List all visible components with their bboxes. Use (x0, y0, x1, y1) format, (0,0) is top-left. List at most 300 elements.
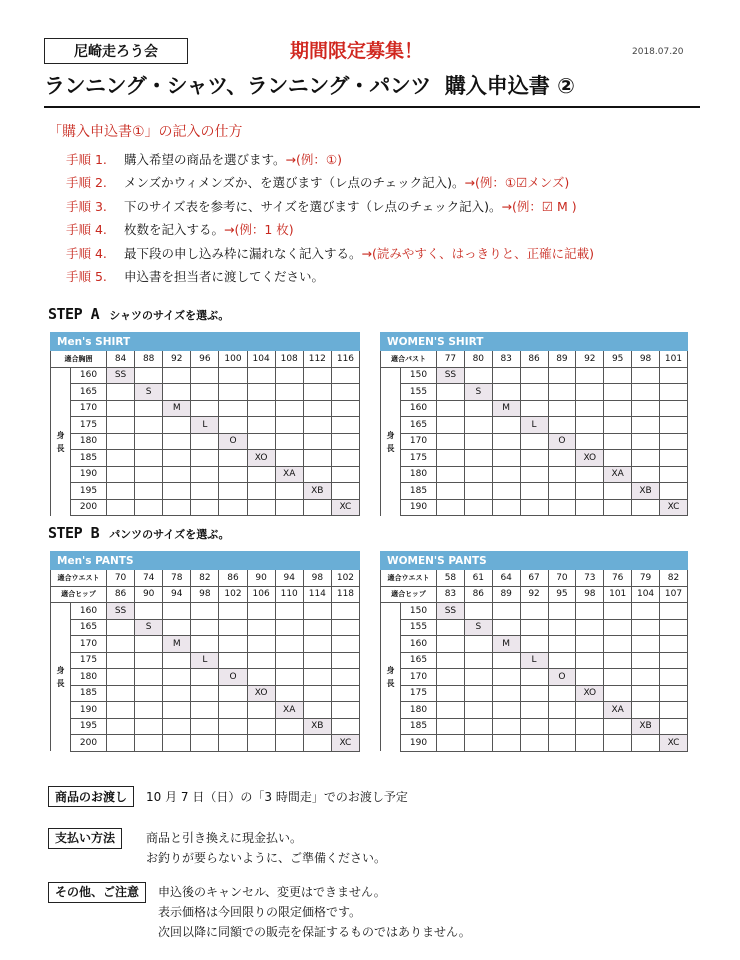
empty-cell (464, 466, 492, 483)
step-text: 最下段の申し込み枠に漏れなく記入する。 (124, 245, 362, 261)
empty-cell (464, 450, 492, 467)
size-cell: L (191, 652, 219, 669)
empty-cell (492, 499, 520, 516)
height-value: 160 (401, 400, 437, 417)
empty-cell (464, 685, 492, 702)
size-cell: SS (437, 367, 465, 384)
measurement-value: 98 (576, 586, 604, 603)
instruction-steps (66, 147, 594, 288)
empty-cell (604, 384, 632, 401)
empty-cell (247, 433, 275, 450)
empty-cell (107, 619, 135, 636)
step-number: 手順 2. (66, 175, 107, 191)
empty-cell (660, 718, 688, 735)
size-cell: S (464, 384, 492, 401)
size-cell: SS (107, 367, 135, 384)
empty-cell (275, 636, 303, 653)
other-note-line: 表示価格は今回限りの限定価格です。 (158, 905, 362, 919)
height-value: 150 (401, 603, 437, 620)
empty-cell (492, 669, 520, 686)
empty-cell (191, 735, 219, 752)
measurement-value: 102 (331, 570, 359, 587)
size-cell: S (135, 619, 163, 636)
step-a-title (48, 305, 229, 323)
payment-line: 商品と引き換えに現金払い。 (146, 831, 303, 845)
empty-cell (219, 652, 247, 669)
club-name: 尼崎走ろう会 (44, 38, 188, 64)
height-axis-label (51, 603, 71, 752)
measurement-value: 101 (604, 586, 632, 603)
size-cell: XC (331, 735, 359, 752)
empty-cell (632, 669, 660, 686)
measurement-label: 適合胸囲 (51, 351, 107, 368)
empty-cell (303, 384, 331, 401)
empty-cell (247, 702, 275, 719)
empty-cell (576, 466, 604, 483)
empty-cell (163, 619, 191, 636)
measurement-label: 適合ウエスト (51, 570, 107, 587)
empty-cell (275, 384, 303, 401)
empty-cell (520, 669, 548, 686)
measurement-value: 90 (247, 570, 275, 587)
empty-cell (464, 483, 492, 500)
empty-cell (660, 603, 688, 620)
empty-cell (632, 685, 660, 702)
measurement-value: 104 (632, 586, 660, 603)
empty-cell (191, 603, 219, 620)
empty-cell (660, 367, 688, 384)
empty-cell (492, 417, 520, 434)
empty-cell (492, 702, 520, 719)
empty-cell (331, 619, 359, 636)
empty-cell (576, 483, 604, 500)
empty-cell (163, 483, 191, 500)
empty-cell (163, 603, 191, 620)
step-number: 手順 5. (66, 269, 107, 285)
empty-cell (163, 718, 191, 735)
measurement-value: 90 (135, 586, 163, 603)
empty-cell (604, 483, 632, 500)
womens-shirt-size-table (380, 332, 688, 516)
empty-cell (632, 735, 660, 752)
height-value: 165 (401, 417, 437, 434)
empty-cell (660, 483, 688, 500)
empty-cell (548, 718, 576, 735)
title-form: 購入申込書 ② (444, 74, 575, 98)
measurement-value: 114 (303, 586, 331, 603)
height-value: 155 (401, 619, 437, 636)
height-value: 175 (401, 450, 437, 467)
height-value: 175 (71, 652, 107, 669)
empty-cell (163, 735, 191, 752)
instruction-step (66, 265, 594, 289)
empty-cell (464, 433, 492, 450)
empty-cell (604, 669, 632, 686)
empty-cell (191, 450, 219, 467)
empty-cell (219, 685, 247, 702)
measurement-value: 98 (632, 351, 660, 368)
size-cell: XO (576, 450, 604, 467)
measurement-value: 58 (437, 570, 465, 587)
height-value: 185 (71, 450, 107, 467)
table-title: Men's PANTS (51, 552, 360, 570)
instruction-step (66, 147, 594, 171)
empty-cell (303, 367, 331, 384)
height-value: 160 (71, 367, 107, 384)
empty-cell (191, 619, 219, 636)
empty-cell (135, 367, 163, 384)
empty-cell (275, 652, 303, 669)
height-value: 185 (401, 483, 437, 500)
height-axis-text: 身長 (386, 430, 395, 453)
empty-cell (576, 400, 604, 417)
limited-recruit-banner: 期間限定募集！ (290, 40, 424, 62)
measurement-value: 73 (576, 570, 604, 587)
empty-cell (576, 619, 604, 636)
empty-cell (576, 603, 604, 620)
empty-cell (135, 417, 163, 434)
height-value: 170 (71, 400, 107, 417)
measurement-value: 82 (191, 570, 219, 587)
height-value: 165 (401, 652, 437, 669)
empty-cell (604, 735, 632, 752)
empty-cell (219, 636, 247, 653)
height-axis-text: 身長 (56, 666, 65, 688)
empty-cell (303, 685, 331, 702)
other-notes-label: その他、ご注意 (48, 882, 146, 903)
empty-cell (548, 735, 576, 752)
empty-cell (576, 735, 604, 752)
measurement-value: 95 (604, 351, 632, 368)
empty-cell (492, 367, 520, 384)
empty-cell (548, 367, 576, 384)
height-value: 200 (71, 499, 107, 516)
height-value: 190 (71, 702, 107, 719)
step-number: 手順 3. (66, 198, 107, 214)
empty-cell (303, 400, 331, 417)
empty-cell (275, 450, 303, 467)
empty-cell (331, 702, 359, 719)
empty-cell (437, 384, 465, 401)
empty-cell (247, 483, 275, 500)
empty-cell (163, 669, 191, 686)
empty-cell (548, 636, 576, 653)
size-cell: XB (632, 718, 660, 735)
empty-cell (275, 735, 303, 752)
measurement-value: 92 (163, 351, 191, 368)
height-value: 195 (71, 483, 107, 500)
height-value: 150 (401, 367, 437, 384)
empty-cell (135, 636, 163, 653)
mens-shirt-size-table (50, 332, 360, 516)
empty-cell (135, 433, 163, 450)
measurement-value: 112 (303, 351, 331, 368)
height-value: 180 (401, 466, 437, 483)
empty-cell (548, 603, 576, 620)
empty-cell (520, 718, 548, 735)
empty-cell (437, 433, 465, 450)
empty-cell (437, 636, 465, 653)
empty-cell (576, 669, 604, 686)
size-cell: XB (303, 718, 331, 735)
empty-cell (107, 433, 135, 450)
empty-cell (247, 636, 275, 653)
empty-cell (275, 417, 303, 434)
height-value: 195 (71, 718, 107, 735)
empty-cell (135, 450, 163, 467)
empty-cell (219, 718, 247, 735)
empty-cell (660, 466, 688, 483)
empty-cell (437, 685, 465, 702)
empty-cell (219, 735, 247, 752)
measurement-value: 79 (632, 570, 660, 587)
empty-cell (219, 619, 247, 636)
empty-cell (247, 669, 275, 686)
empty-cell (632, 466, 660, 483)
empty-cell (660, 433, 688, 450)
empty-cell (437, 483, 465, 500)
empty-cell (548, 499, 576, 516)
empty-cell (437, 450, 465, 467)
empty-cell (548, 466, 576, 483)
empty-cell (303, 499, 331, 516)
empty-cell (163, 466, 191, 483)
measurement-label: 適合ヒップ (51, 586, 107, 603)
step-text: 下のサイズ表を参考に、サイズを選びます（レ点のチェック記入)。 (124, 198, 502, 214)
size-cell: XA (275, 702, 303, 719)
empty-cell (520, 367, 548, 384)
empty-cell (520, 685, 548, 702)
empty-cell (464, 652, 492, 669)
empty-cell (219, 367, 247, 384)
empty-cell (632, 652, 660, 669)
measurement-value: 83 (492, 351, 520, 368)
height-value: 180 (71, 433, 107, 450)
empty-cell (219, 483, 247, 500)
title-main: ランニング・シャツ、ランニング・パンツ (44, 74, 431, 98)
empty-cell (303, 466, 331, 483)
empty-cell (604, 367, 632, 384)
table-title: WOMEN'S PANTS (381, 552, 688, 570)
empty-cell (548, 685, 576, 702)
empty-cell (548, 483, 576, 500)
empty-cell (247, 735, 275, 752)
empty-cell (163, 702, 191, 719)
empty-cell (331, 433, 359, 450)
empty-cell (191, 466, 219, 483)
measurement-label: 適合バスト (381, 351, 437, 368)
height-value: 170 (71, 636, 107, 653)
table-title: Men's SHIRT (51, 333, 360, 351)
empty-cell (604, 603, 632, 620)
page-title (44, 70, 700, 108)
measurement-value: 70 (107, 570, 135, 587)
empty-cell (492, 619, 520, 636)
empty-cell (219, 384, 247, 401)
empty-cell (576, 718, 604, 735)
empty-cell (437, 669, 465, 686)
empty-cell (604, 417, 632, 434)
measurement-value: 102 (219, 586, 247, 603)
height-value: 190 (71, 466, 107, 483)
empty-cell (492, 718, 520, 735)
payment-section (48, 828, 386, 868)
size-cell: XC (331, 499, 359, 516)
empty-cell (604, 652, 632, 669)
height-value: 170 (401, 669, 437, 686)
empty-cell (107, 636, 135, 653)
empty-cell (437, 499, 465, 516)
empty-cell (303, 433, 331, 450)
empty-cell (107, 400, 135, 417)
empty-cell (107, 685, 135, 702)
document-date: 2018.07.20 (632, 47, 684, 57)
empty-cell (660, 417, 688, 434)
empty-cell (135, 702, 163, 719)
size-cell: XC (660, 499, 688, 516)
empty-cell (660, 636, 688, 653)
empty-cell (464, 499, 492, 516)
measurement-value: 108 (275, 351, 303, 368)
empty-cell (191, 669, 219, 686)
measurement-value: 64 (492, 570, 520, 587)
step-a-label: STEP A (48, 305, 100, 323)
empty-cell (660, 652, 688, 669)
empty-cell (632, 619, 660, 636)
empty-cell (548, 702, 576, 719)
measurement-value: 78 (163, 570, 191, 587)
empty-cell (492, 466, 520, 483)
empty-cell (520, 433, 548, 450)
empty-cell (191, 702, 219, 719)
measurement-value: 67 (520, 570, 548, 587)
empty-cell (275, 367, 303, 384)
instruction-step (66, 241, 594, 265)
empty-cell (520, 499, 548, 516)
empty-cell (604, 499, 632, 516)
empty-cell (604, 400, 632, 417)
empty-cell (464, 603, 492, 620)
empty-cell (331, 483, 359, 500)
empty-cell (275, 400, 303, 417)
measurement-value: 86 (464, 586, 492, 603)
empty-cell (331, 685, 359, 702)
empty-cell (604, 685, 632, 702)
empty-cell (107, 450, 135, 467)
size-cell: XB (303, 483, 331, 500)
height-axis-text: 身長 (386, 666, 395, 688)
empty-cell (163, 685, 191, 702)
empty-cell (247, 499, 275, 516)
empty-cell (219, 499, 247, 516)
empty-cell (247, 652, 275, 669)
measurement-value: 86 (219, 570, 247, 587)
size-cell: L (520, 652, 548, 669)
empty-cell (163, 433, 191, 450)
mens-pants-size-table (50, 551, 360, 752)
empty-cell (548, 652, 576, 669)
step-a-desc: シャツのサイズを選ぶ。 (109, 309, 230, 322)
measurement-value: 77 (437, 351, 465, 368)
empty-cell (107, 718, 135, 735)
empty-cell (660, 685, 688, 702)
height-value: 165 (71, 384, 107, 401)
measurement-value: 98 (191, 586, 219, 603)
empty-cell (107, 735, 135, 752)
height-value: 180 (401, 702, 437, 719)
size-cell: XO (247, 685, 275, 702)
size-cell: S (135, 384, 163, 401)
empty-cell (303, 669, 331, 686)
empty-cell (464, 702, 492, 719)
empty-cell (520, 702, 548, 719)
empty-cell (520, 466, 548, 483)
instruction-step (66, 194, 594, 218)
empty-cell (219, 466, 247, 483)
measurement-label: 適合ウエスト (381, 570, 437, 587)
empty-cell (107, 652, 135, 669)
empty-cell (331, 669, 359, 686)
empty-cell (548, 400, 576, 417)
measurement-value: 86 (107, 586, 135, 603)
height-value: 160 (401, 636, 437, 653)
empty-cell (437, 702, 465, 719)
womens-pants-size-table (380, 551, 688, 752)
empty-cell (163, 499, 191, 516)
height-value: 180 (71, 669, 107, 686)
empty-cell (576, 636, 604, 653)
measurement-value: 70 (548, 570, 576, 587)
empty-cell (492, 433, 520, 450)
empty-cell (464, 735, 492, 752)
height-value: 170 (401, 433, 437, 450)
step-example: →(例：☑ M ) (501, 198, 577, 214)
empty-cell (135, 466, 163, 483)
size-cell: O (548, 669, 576, 686)
measurement-value: 110 (275, 586, 303, 603)
step-example: →(例：1 枚) (224, 222, 294, 238)
measurement-value: 61 (464, 570, 492, 587)
empty-cell (492, 685, 520, 702)
empty-cell (191, 400, 219, 417)
empty-cell (464, 718, 492, 735)
empty-cell (303, 636, 331, 653)
empty-cell (107, 702, 135, 719)
size-cell: XA (604, 702, 632, 719)
empty-cell (247, 466, 275, 483)
empty-cell (107, 466, 135, 483)
empty-cell (275, 433, 303, 450)
empty-cell (492, 483, 520, 500)
empty-cell (275, 685, 303, 702)
empty-cell (437, 400, 465, 417)
empty-cell (163, 652, 191, 669)
empty-cell (520, 619, 548, 636)
size-cell: M (492, 636, 520, 653)
empty-cell (331, 450, 359, 467)
size-cell: XB (632, 483, 660, 500)
empty-cell (303, 450, 331, 467)
empty-cell (135, 483, 163, 500)
instruction-step (66, 218, 594, 242)
payment-line: お釣りが要らないように、ご準備ください。 (146, 851, 387, 865)
empty-cell (492, 652, 520, 669)
empty-cell (191, 367, 219, 384)
empty-cell (191, 718, 219, 735)
step-example: →(読みやすく、はっきりと、正確に記載) (361, 245, 594, 261)
empty-cell (331, 417, 359, 434)
delivery-text: 10 月 7 日（日）の「3 時間走」でのお渡し予定 (146, 790, 408, 804)
